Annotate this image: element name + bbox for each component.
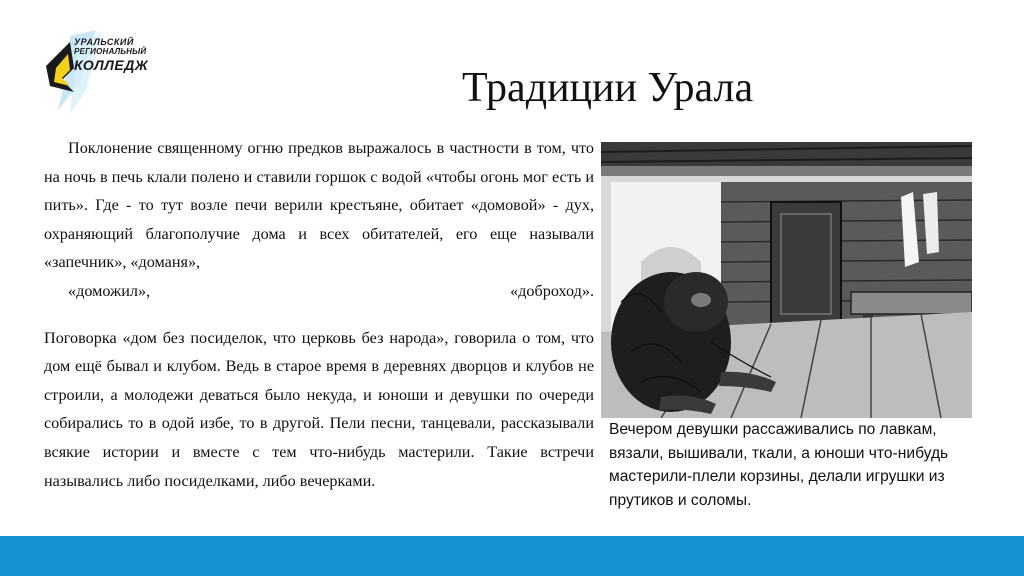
- body-text: [44, 134, 594, 495]
- logo-line-3: КОЛЛЕДЖ: [74, 57, 149, 73]
- slide-title: Традиции Урала: [462, 65, 754, 111]
- paragraph-2: Поговорка «дом без посиделок, что церковь без народа», говорила о том, что дом ещё бывал и клубом. Ведь в старое время в деревнях дворцов и клубов не строили, а молодежи деваться было некуда, и юноши и девушки по очереди собирались то в одой избе, то в другой. Пели песни, танцевали, рассказывали всякие истории и вместе с тем что-нибудь мастерили. Такие встречи назывались либо посиделками, либо вечерками.: [44, 328, 594, 490]
- logo-text: [74, 38, 164, 72]
- footer-bar: [0, 536, 1024, 576]
- paragraph-1-last-right: «доброход».: [510, 281, 594, 300]
- paragraph-1-main: Поклонение священному огню предков выражалось в частности в том, что на ночь в печь клали полено и ставили горшок с водой «чтобы огонь мог есть и пить». Где - то тут возле печи верили крестьяне, обитает «домовой» - дух, охраняющий благополучие дома и всех обитателей, его еще называли «запечник», «доманя»,: [44, 139, 594, 272]
- domovoy-image: [601, 142, 972, 418]
- paragraph-1-last-left: «доможил»,: [68, 281, 151, 300]
- paragraph-1-last-line: [44, 277, 594, 306]
- paragraph-1: [44, 134, 594, 306]
- illustration-caption: Вечером девушки рассаживались по лавкам, вязали, вышивали, ткали, а юноши что-нибудь мастерили-плели корзины, делали игрушки из прутиков и соломы.: [609, 421, 949, 509]
- domovoy-illustration: [601, 142, 972, 418]
- logo-line-2: РЕГИОНАЛЬНЫЙ: [74, 47, 147, 56]
- logo-line-1: УРАЛЬСКИЙ: [74, 37, 134, 47]
